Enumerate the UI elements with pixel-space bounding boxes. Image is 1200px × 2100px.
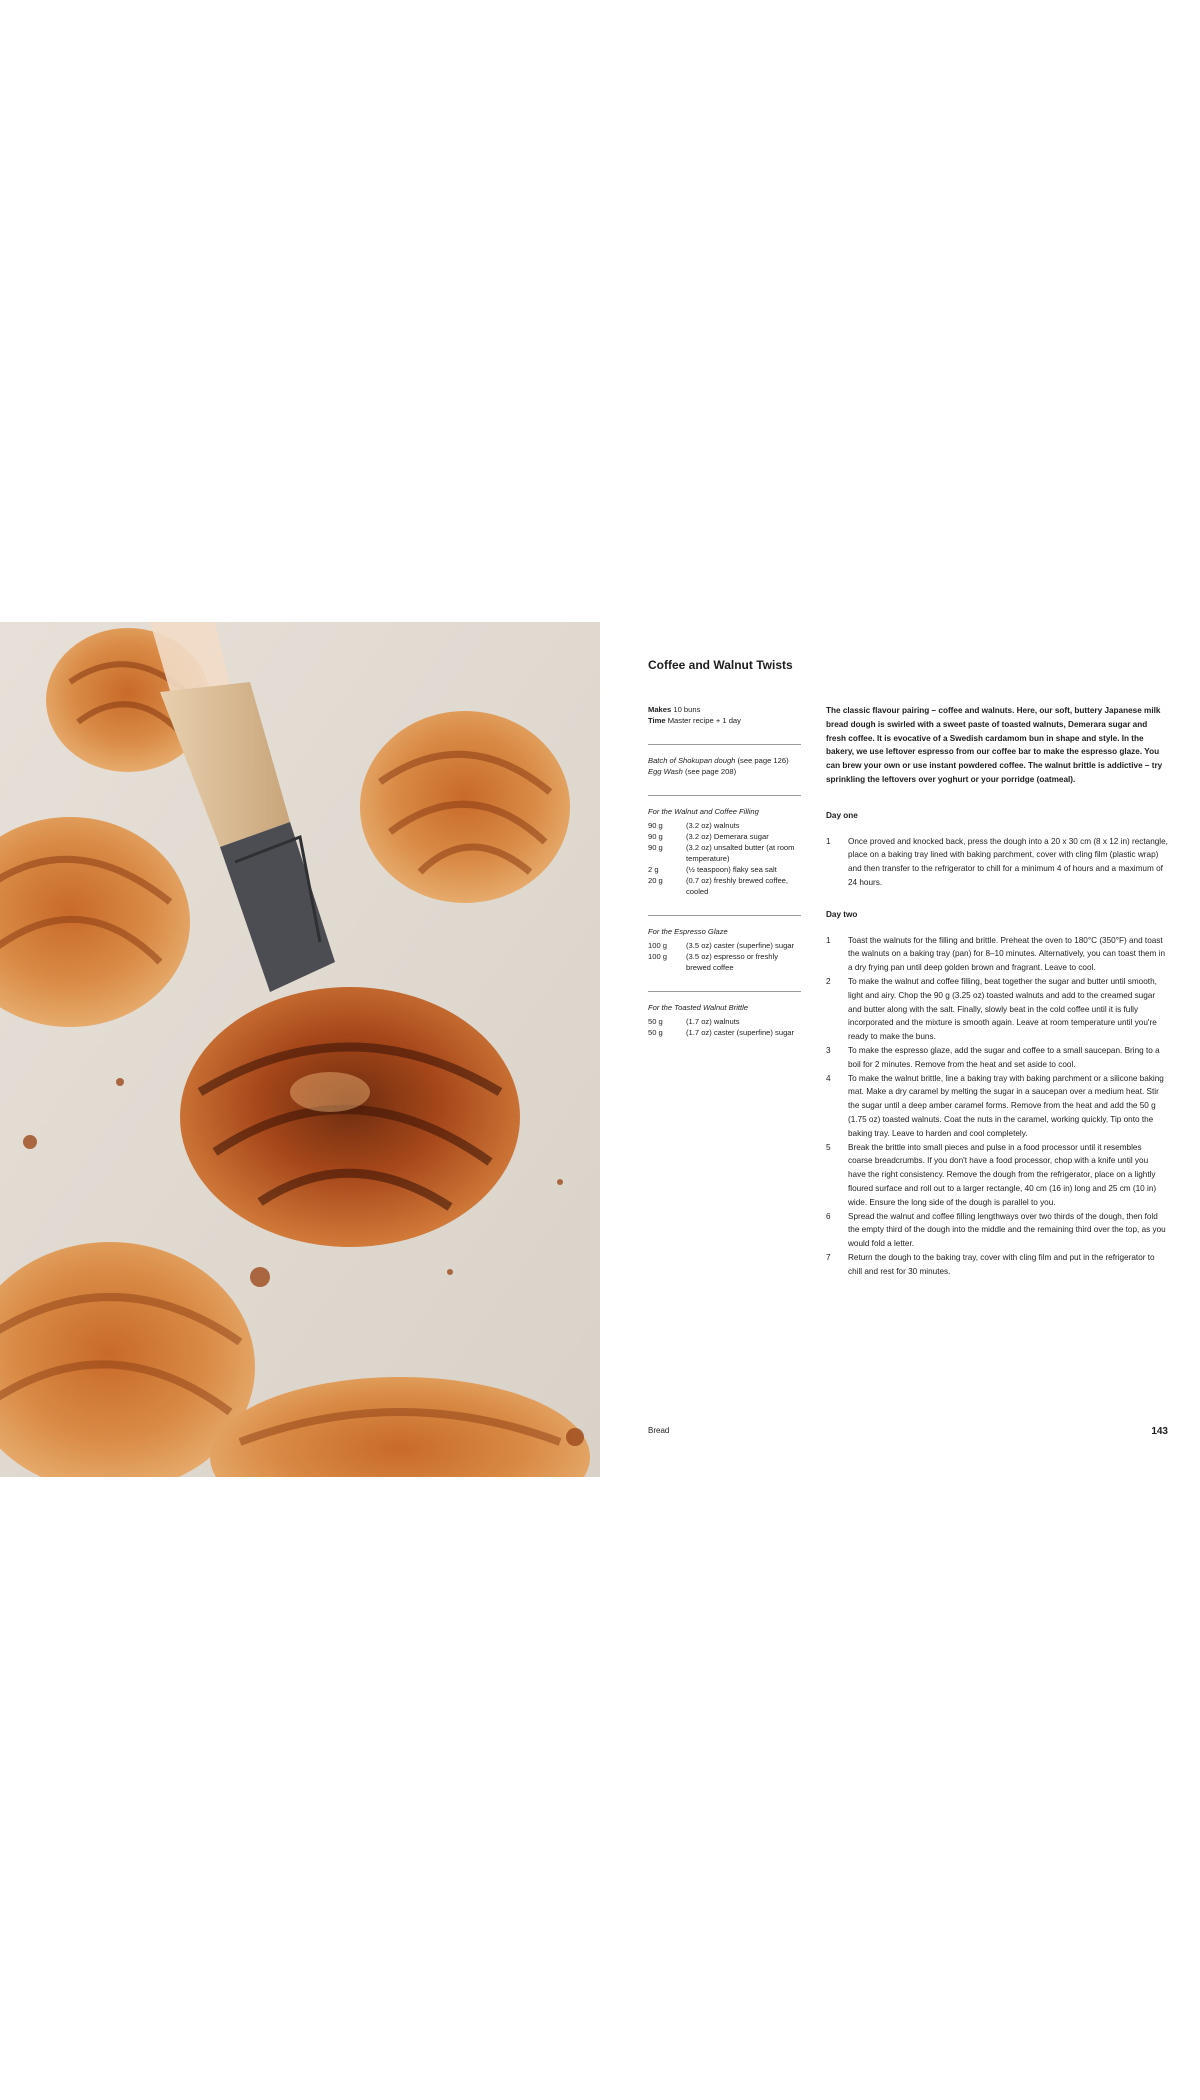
bun-top-right bbox=[360, 711, 570, 903]
page-number: 143 bbox=[1151, 1426, 1168, 1437]
ingredient-group-title: For the Toasted Walnut Brittle bbox=[648, 1003, 749, 1012]
divider bbox=[648, 744, 801, 745]
ingredient-amount: 2 g bbox=[648, 865, 659, 874]
makes-label: Makes bbox=[648, 705, 672, 714]
method-step bbox=[826, 1072, 1168, 1141]
step-number: 4 bbox=[826, 1073, 831, 1083]
method-step bbox=[826, 1044, 1168, 1072]
ingredient-amount: 50 g bbox=[648, 1028, 663, 1037]
recipe-photo bbox=[0, 622, 600, 1477]
base-item-ref: (see page 126) bbox=[737, 756, 789, 765]
ingredient-amount: 90 g bbox=[648, 843, 663, 852]
ingredient-row bbox=[648, 940, 801, 951]
base-items bbox=[648, 755, 801, 777]
ingredient-desc: (3.5 oz) caster (superfine) sugar bbox=[686, 941, 795, 950]
ingredient-group-title: For the Espresso Glaze bbox=[648, 927, 728, 936]
base-item-ref: (see page 208) bbox=[685, 767, 737, 776]
ingredient-group-glaze bbox=[648, 926, 801, 973]
ingredient-amount: 90 g bbox=[648, 821, 663, 830]
makes-value: 10 buns bbox=[673, 705, 701, 714]
time-line bbox=[648, 715, 801, 726]
divider bbox=[648, 915, 801, 916]
step-text: Once proved and knocked back, press the dough into a 20 x 30 cm (8 x 12 in) rectangle, place on a baking tray lined with baking parchment, cover with cling film (plastic wrap) and then transfer to the refrigerator to chill for a minimum 4 of hours and a maximum of 24 hours. bbox=[848, 836, 1168, 887]
makes-line bbox=[648, 704, 801, 715]
method-step bbox=[826, 1141, 1168, 1210]
step-text: Break the brittle into small pieces and pulse in a food processor until it resembles coarse breadcrumbs. If you don't have a food processor, chop with a knife until you have the right consistency. Remove the dough from the refrigerator, place on a lightly floured surface and roll out to a larger rectangle, 40 cm (16 in) long and 25 cm (10 in) wide. Ensure the long side of the dough is parallel to you. bbox=[848, 1142, 1157, 1207]
ingredient-desc: (1.7 oz) caster (superfine) sugar bbox=[686, 1028, 795, 1037]
method-step bbox=[826, 975, 1168, 1044]
step-text: Return the dough to the baking tray, cover with cling film and put in the refrigerator to chill and rest for 30 minutes. bbox=[848, 1252, 1155, 1276]
recipe-title: Coffee and Walnut Twists bbox=[648, 658, 793, 672]
ingredient-row bbox=[648, 820, 801, 831]
book-spread bbox=[0, 622, 1200, 1477]
step-number: 1 bbox=[826, 935, 831, 945]
method-step bbox=[826, 1210, 1168, 1251]
base-item bbox=[648, 755, 801, 766]
base-item-name: Batch of Shokupan dough bbox=[648, 756, 736, 765]
day-one-heading: Day one bbox=[826, 810, 858, 820]
ingredient-group-brittle bbox=[648, 1002, 801, 1038]
step-number: 3 bbox=[826, 1045, 831, 1055]
ingredient-row bbox=[648, 1016, 801, 1027]
step-number: 7 bbox=[826, 1252, 831, 1262]
ingredient-desc: (1.7 oz) walnuts bbox=[686, 1017, 740, 1026]
divider bbox=[648, 795, 801, 796]
ingredient-group-filling bbox=[648, 806, 801, 897]
step-number: 2 bbox=[826, 976, 831, 986]
ingredient-desc: (0.7 oz) freshly brewed coffee, cooled bbox=[686, 876, 789, 896]
day-two-heading: Day two bbox=[826, 909, 858, 919]
method-column bbox=[826, 704, 1168, 1278]
step-number: 5 bbox=[826, 1142, 831, 1152]
method-step bbox=[826, 934, 1168, 975]
step-text: To make the espresso glaze, add the sugar and coffee to a small saucepan. Bring to a boil for 2 minutes. Remove from the heat and set aside to cool. bbox=[848, 1045, 1160, 1069]
method-step bbox=[826, 835, 1168, 890]
step-text: To make the walnut and coffee filling, beat together the sugar and butter until smooth, light and airy. Chop the 90 g (3.25 oz) toasted walnuts and add to the creamed sugar and butter along with the salt. Finally, slowly beat in the cold coffee until it is fully incorporated and the mixture is smooth again. Leave at room temperature until you're ready to make the buns. bbox=[848, 976, 1157, 1042]
step-text: To make the walnut brittle, line a baking tray with baking parchment or a silicone baking mat. Make a dry caramel by melting the sugar in a saucepan over a medium heat. Stir the sugar until a deep amber caramel forms. Remove from the heat and add the 50 g (1.75 oz) toasted walnuts. Coat the nuts in the caramel, working quickly. Tip onto the baking tray. Leave to harden and cool completely. bbox=[848, 1073, 1164, 1138]
ingredient-amount: 20 g bbox=[648, 876, 663, 885]
ingredient-desc: (3.5 oz) espresso or freshly brewed coffee bbox=[686, 952, 779, 972]
ingredient-amount: 100 g bbox=[648, 952, 668, 961]
ingredient-group-title: For the Walnut and Coffee Filling bbox=[648, 807, 759, 816]
ingredient-row bbox=[648, 951, 801, 973]
time-label: Time bbox=[648, 716, 666, 725]
step-text: Toast the walnuts for the filling and brittle. Preheat the oven to 180°C (350°F) and toast the walnuts on a baking tray (pan) for 8–10 minutes. Alternatively, you can toast them in a dry frying pan until deep golden brown and fragrant. Leave to cool. bbox=[848, 935, 1166, 973]
buns-photo-illustration bbox=[0, 622, 600, 1477]
ingredient-row bbox=[648, 831, 801, 842]
time-value: Master recipe + 1 day bbox=[667, 716, 741, 725]
ingredient-amount: 90 g bbox=[648, 832, 663, 841]
step-number: 1 bbox=[826, 836, 831, 846]
step-number: 6 bbox=[826, 1211, 831, 1221]
ingredient-row bbox=[648, 842, 801, 864]
ingredient-row bbox=[648, 1027, 801, 1038]
ingredient-desc: (3.2 oz) unsalted butter (at room temperature) bbox=[686, 843, 795, 863]
ingredient-desc: (½ teaspoon) flaky sea salt bbox=[686, 865, 777, 874]
recipe-page bbox=[648, 622, 1168, 1477]
bun-glazed-center bbox=[180, 987, 520, 1247]
method-step bbox=[826, 1251, 1168, 1279]
step-text: Spread the walnut and coffee filling lengthways over two thirds of the dough, then fold the empty third of the dough into the middle and the remaining third over the top, as you would fold a letter. bbox=[848, 1211, 1166, 1249]
ingredients-column bbox=[648, 704, 801, 1038]
ingredient-amount: 50 g bbox=[648, 1017, 663, 1026]
base-item bbox=[648, 766, 801, 777]
ingredient-row bbox=[648, 875, 801, 897]
ingredient-amount: 100 g bbox=[648, 941, 668, 950]
base-item-name: Egg Wash bbox=[648, 767, 683, 776]
ingredient-desc: (3.2 oz) walnuts bbox=[686, 821, 740, 830]
ingredient-row bbox=[648, 864, 801, 875]
divider bbox=[648, 991, 801, 992]
section-name: Bread bbox=[648, 1426, 670, 1435]
recipe-intro: The classic flavour pairing – coffee and walnuts. Here, our soft, buttery Japanese milk bread dough is swirled with a sweet paste of toasted walnuts, Demerara sugar and fresh coffee. It is evocative of a Swedish cardamom bun in shape and style. In the bakery, we use leftover espresso from our coffee bar to make the espresso glaze. You can brew your own or use instant powdered coffee. The walnut brittle is addictive – try sprinkling the leftovers over yoghurt or your porridge (oatmeal). bbox=[826, 706, 1163, 784]
ingredient-desc: (3.2 oz) Demerara sugar bbox=[686, 832, 769, 841]
